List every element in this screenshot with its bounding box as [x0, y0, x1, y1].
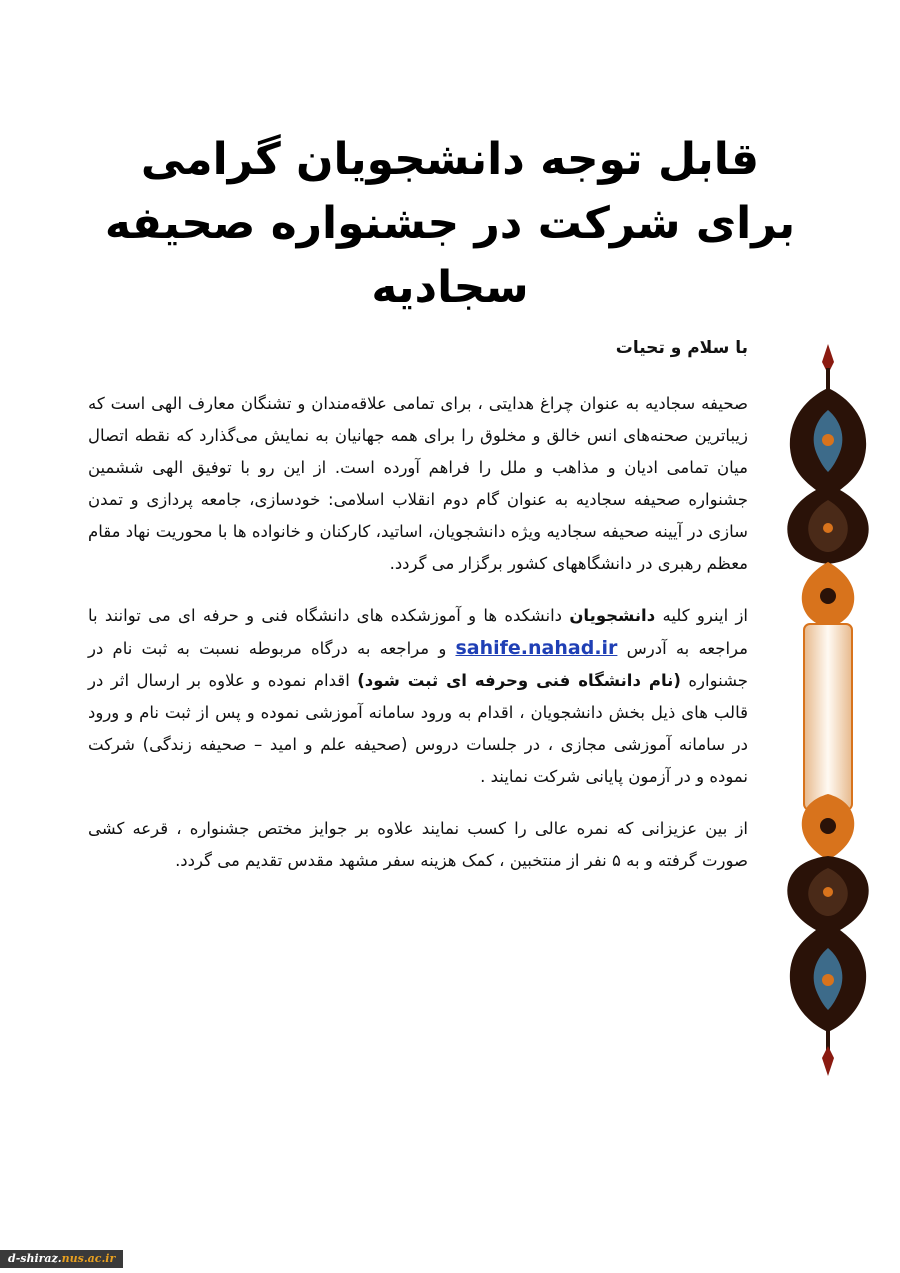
- footer-prefix: d-shiraz.: [8, 1252, 62, 1265]
- registration-text-1: از اینرو کلیه: [662, 606, 749, 625]
- footer-domain: nus.ac.ir: [61, 1252, 116, 1265]
- registration-bold-university: (نام دانشگاه فنی وحرفه ای ثبت شود): [357, 671, 681, 690]
- registration-text-4: اقدام نموده و علاوه بر ارسال اثر در قالب های ذیل بخش دانشجویان ، اقدام به ورود سامانه آموزشی نموده و پس از ثبت نام و ورود در سامانه آموزشی مجازی ، در جلسات دروس (صحیفه علم و امید – صحیفه زندگی) شرکت نموده و در آزمون پایانی شرکت نمایند .: [88, 671, 748, 786]
- footer-site-tag: [0, 1250, 123, 1268]
- greeting: با سلام و تحیات: [615, 338, 748, 358]
- page-title: [60, 128, 840, 320]
- registration-text-3: و مراجعه به درگاه مربوطه نسبت به ثبت نام در جشنواره: [88, 639, 748, 690]
- title-line-1: قابل توجه دانشجویان گرامی: [140, 134, 760, 185]
- letter-body: [88, 332, 748, 897]
- paragraph-intro: صحیفه سجادیه به عنوان چراغ هدایتی ، برای تمامی علاقه‌مندان و تشنگان معارف الهی است که زیباترین صحنه‌های انس خالق و مخلوق را برای همه جهانیان به نمایش می‌گذارد که نقطه اتصال میان تمامی ادیان و مذاهب و ملل را فراهم آورده است. از این رو با توفیق الهی ششمین جشنواره صحیفه سجادیه به عنوان گام دوم انقلاب اسلامی: خودسازی، جامعه پردازی و تمدن سازی در آیینه صحیفه سجادیه ویژه دانشجویان، اساتید، کارکنان و خانواده ها با محوریت نهاد مقام معظم رهبری در دانشگاههای کشور برگزار می گردد.: [88, 394, 748, 573]
- website-link[interactable]: sahife.nahad.ir: [455, 637, 618, 659]
- registration-bold-students: دانشجویان: [569, 606, 656, 625]
- ornament-bottom-tip: [822, 1046, 834, 1076]
- registration-text-2: دانشکده ها و آموزشکده های دانشگاه فنی و حرفه ای می توانند با مراجعه به آدرس: [88, 606, 748, 658]
- decorative-ornament-border: [780, 340, 876, 1080]
- paragraph-registration: [88, 600, 748, 793]
- title-line-2: برای شرکت در جشنواره صحیفه سجادیه: [104, 198, 796, 313]
- ornament-column: [804, 624, 852, 810]
- paragraph-prize: از بین عزیزانی که نمره عالی را کسب نمایند علاوه بر جوایز مختص جشنواره ، قرعه کشی صورت گرفته و به ۵ نفر از منتخبین ، کمک هزینه سفر مشهد مقدس تقدیم می گردد.: [88, 819, 748, 870]
